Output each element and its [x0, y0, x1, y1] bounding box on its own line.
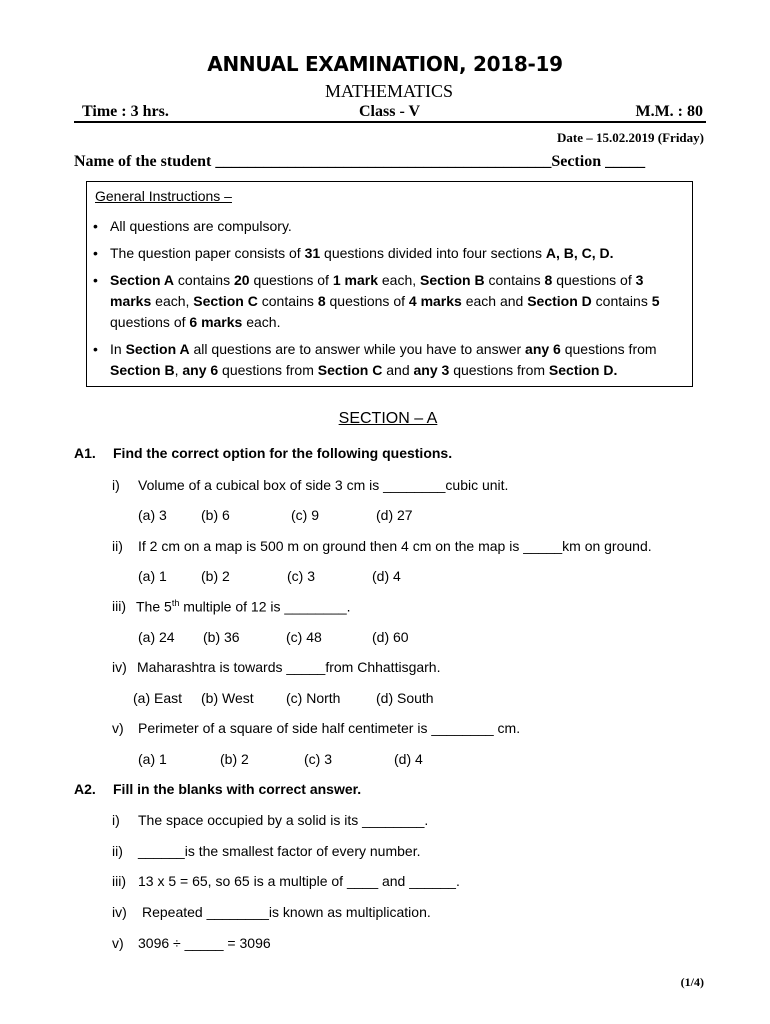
- option: (d) 27: [376, 507, 413, 523]
- option: (b) 36: [203, 629, 240, 645]
- option: (c) North: [286, 690, 341, 706]
- question-roman: iv): [112, 904, 127, 920]
- exam-title: ANNUAL EXAMINATION, 2018-19: [207, 52, 563, 76]
- question-roman: iii): [112, 873, 126, 889]
- question-roman: ii): [112, 843, 123, 859]
- max-marks-label: M.M. : 80: [635, 103, 703, 120]
- general-instructions-box: [86, 181, 693, 387]
- question-roman: i): [112, 812, 120, 828]
- option: (a) 1: [138, 751, 167, 767]
- header-divider: [74, 121, 706, 123]
- option: (b) 2: [201, 568, 230, 584]
- option: (b) 6: [201, 507, 230, 523]
- page-number: (1/4): [680, 975, 704, 989]
- question-text: Volume of a cubical box of side 3 cm is ________cubic unit.: [138, 477, 509, 493]
- question-roman: v): [112, 720, 124, 736]
- question-text: The 5th multiple of 12 is ________.: [136, 598, 351, 615]
- instruction-item: • All questions are compulsory.: [87, 216, 687, 237]
- option: (d) 4: [372, 568, 401, 584]
- option: (a) 1: [138, 568, 167, 584]
- student-name-section-line: Name of the student __________________________________________Section _____: [74, 153, 646, 170]
- instruction-item: • Section A contains 20 questions of 1 mark each, Section B contains 8 questions of 3 marks each, Section C contains 8 questions of 4 marks each and Section D contains 5 questions of 6 marks each.: [93, 272, 660, 330]
- option: (a) 24: [138, 629, 175, 645]
- bullet-icon: •: [93, 245, 98, 261]
- question-text: Maharashtra is towards _____from Chhattisgarh.: [137, 659, 441, 675]
- option: (d) 4: [394, 751, 423, 767]
- instructions-heading: General Instructions –: [95, 188, 232, 204]
- question-text: 13 x 5 = 65, so 65 is a multiple of ____ and ______.: [138, 873, 460, 889]
- question-text: If 2 cm on a map is 500 m on ground then 4 cm on the map is _____km on ground.: [138, 538, 652, 554]
- instruction-item: • The question paper consists of 31 questions divided into four sections A, B, C, D.: [87, 243, 687, 264]
- question-text: The space occupied by a solid is its ________.: [138, 812, 429, 828]
- question-number: A1.: [74, 445, 96, 461]
- question-roman: i): [112, 477, 120, 493]
- option: (a) East: [133, 690, 183, 706]
- bullet-icon: •: [93, 341, 98, 357]
- option: (b) West: [201, 690, 254, 706]
- option: (c) 3: [304, 751, 332, 767]
- section-a-heading: SECTION – A: [338, 410, 438, 427]
- question-text: ______is the smallest factor of every number.: [138, 843, 421, 859]
- option: (a) 3: [138, 507, 167, 523]
- question-roman: iii): [112, 598, 126, 614]
- bullet-icon: •: [93, 218, 98, 234]
- exam-date: Date – 15.02.2019 (Friday): [557, 130, 704, 145]
- bullet-icon: •: [93, 272, 98, 288]
- instructions-list: [87, 216, 687, 387]
- question-roman: ii): [112, 538, 123, 554]
- question-text: 3096 ÷ _____ = 3096: [138, 935, 271, 951]
- instruction-item: • In Section A all questions are to answer while you have to answer any 6 questions from Section B, any 6 questions from Section C and any 3 questions from Section D.: [93, 341, 657, 378]
- class-label: Class - V: [359, 103, 421, 120]
- option: (d) 60: [372, 629, 409, 645]
- option: (c) 9: [291, 507, 319, 523]
- time-label: Time : 3 hrs.: [82, 103, 169, 120]
- question-heading: Fill in the blanks with correct answer.: [113, 781, 362, 797]
- question-text: Perimeter of a square of side half centimeter is ________ cm.: [138, 720, 521, 736]
- option: (b) 2: [220, 751, 249, 767]
- question-text: Repeated ________is known as multiplication.: [142, 904, 431, 920]
- option: (c) 3: [287, 568, 315, 584]
- subject-title: MATHEMATICS: [324, 81, 453, 101]
- question-number: A2.: [74, 781, 96, 797]
- question-heading: Find the correct option for the following questions.: [113, 445, 453, 461]
- option: (c) 48: [286, 629, 322, 645]
- question-roman: v): [112, 935, 124, 951]
- option: (d) South: [376, 690, 434, 706]
- question-roman: iv): [112, 659, 127, 675]
